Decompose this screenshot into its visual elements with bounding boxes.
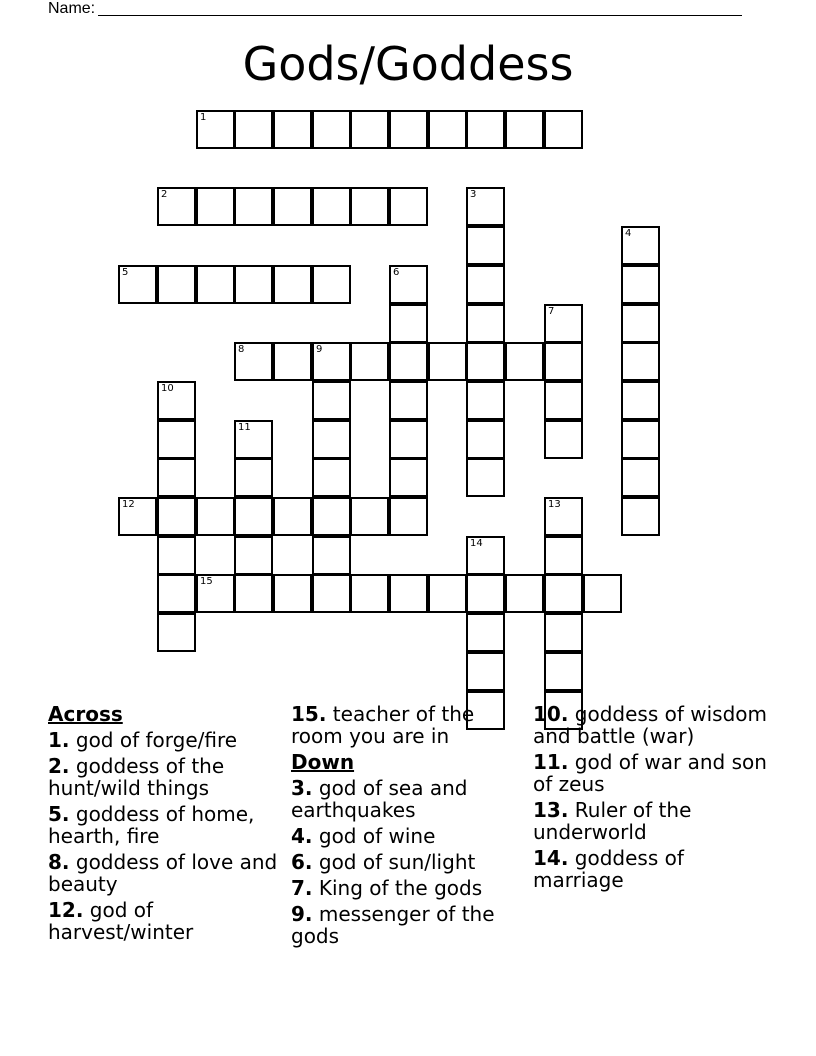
clue-number-label: 8 <box>238 344 245 355</box>
clue-text: god of sun/light <box>318 850 476 874</box>
grid-cell[interactable] <box>273 574 312 613</box>
grid-cell[interactable] <box>273 497 312 536</box>
grid-cell[interactable] <box>621 265 660 304</box>
clue-down-3 <box>291 777 517 821</box>
grid-cell[interactable] <box>312 420 351 459</box>
clues-column-1 <box>48 703 284 947</box>
clue-text: god of sea and earthquakes <box>291 776 468 822</box>
grid-cell[interactable] <box>621 458 660 497</box>
grid-cell[interactable] <box>466 110 505 149</box>
clue-number: 12. <box>48 898 84 922</box>
grid-cell[interactable] <box>505 342 544 381</box>
grid-cell[interactable] <box>234 458 273 497</box>
grid-cell[interactable] <box>544 110 583 149</box>
grid-cell[interactable] <box>118 497 157 536</box>
grid-cell[interactable] <box>157 458 196 497</box>
grid-cell[interactable] <box>389 381 428 420</box>
grid-cell[interactable] <box>389 304 428 343</box>
clue-number: 13. <box>533 798 569 822</box>
clue-number-label: 7 <box>548 306 555 317</box>
clue-number: 9. <box>291 902 313 926</box>
grid-cell[interactable] <box>234 574 273 613</box>
clues-column-2 <box>291 703 517 951</box>
clue-number: 4. <box>291 824 313 848</box>
grid-cell[interactable] <box>389 187 428 226</box>
grid-cell[interactable] <box>312 265 351 304</box>
clue-number: 8. <box>48 850 70 874</box>
grid-cell[interactable] <box>466 226 505 265</box>
clue-number-label: 6 <box>393 267 400 278</box>
clue-number-label: 4 <box>625 228 632 239</box>
grid-cell[interactable] <box>234 536 273 575</box>
grid-cell[interactable] <box>196 497 235 536</box>
grid-cell[interactable] <box>234 265 273 304</box>
clue-down-14 <box>533 847 773 891</box>
clue-across-8 <box>48 851 284 895</box>
grid-cell[interactable] <box>312 458 351 497</box>
clue-down-7 <box>291 877 517 899</box>
clue-text: god of war and son of zeus <box>533 750 767 796</box>
clue-number: 6. <box>291 850 313 874</box>
clue-text: King of the gods <box>318 876 483 900</box>
grid-cell[interactable] <box>157 574 196 613</box>
grid-cell[interactable] <box>234 420 273 459</box>
clue-number: 10. <box>533 702 569 726</box>
clue-number: 7. <box>291 876 313 900</box>
grid-cell[interactable] <box>621 226 660 265</box>
grid-cell[interactable] <box>312 187 351 226</box>
grid-cell[interactable] <box>157 536 196 575</box>
clue-number-label: 3 <box>470 189 477 200</box>
grid-cell[interactable] <box>621 497 660 536</box>
clue-text: goddess of marriage <box>533 846 684 892</box>
grid-cell[interactable] <box>389 458 428 497</box>
grid-cell[interactable] <box>466 187 505 226</box>
clue-across-2 <box>48 755 284 799</box>
clue-down-11 <box>533 751 773 795</box>
clue-text: goddess of home, hearth, fire <box>48 802 255 848</box>
grid-cell[interactable] <box>505 574 544 613</box>
grid-cell[interactable] <box>544 652 583 691</box>
clue-across-5 <box>48 803 284 847</box>
grid-cell[interactable] <box>544 304 583 343</box>
grid-cell[interactable] <box>196 574 235 613</box>
grid-cell[interactable] <box>544 381 583 420</box>
clue-number: 11. <box>533 750 569 774</box>
grid-cell[interactable] <box>273 265 312 304</box>
clue-across-12 <box>48 899 284 943</box>
grid-cell[interactable] <box>389 265 428 304</box>
clue-number: 3. <box>291 776 313 800</box>
grid-cell[interactable] <box>428 574 467 613</box>
grid-cell[interactable] <box>234 110 273 149</box>
grid-cell[interactable] <box>466 381 505 420</box>
grid-cell[interactable] <box>157 187 196 226</box>
grid-cell[interactable] <box>234 497 273 536</box>
clue-across-15 <box>291 703 517 747</box>
grid-cell[interactable] <box>466 342 505 381</box>
clue-number: 15. <box>291 702 327 726</box>
clue-text: goddess of wisdom and battle (war) <box>533 702 768 748</box>
clue-number-label: 12 <box>122 499 135 510</box>
grid-cell[interactable] <box>621 381 660 420</box>
clue-text: god of wine <box>318 824 436 848</box>
grid-cell[interactable] <box>196 187 235 226</box>
grid-cell[interactable] <box>544 536 583 575</box>
grid-cell[interactable] <box>118 265 157 304</box>
clue-number-label: 11 <box>238 422 251 433</box>
grid-cell[interactable] <box>196 265 235 304</box>
grid-cell[interactable] <box>389 420 428 459</box>
grid-cell[interactable] <box>350 342 389 381</box>
grid-cell[interactable] <box>466 304 505 343</box>
grid-cell[interactable] <box>389 574 428 613</box>
clue-text: goddess of love and beauty <box>48 850 278 896</box>
clue-text: goddess of the hunt/wild things <box>48 754 225 800</box>
down-heading: Down <box>291 750 355 774</box>
clue-down-4 <box>291 825 517 847</box>
clue-number-label: 10 <box>161 383 174 394</box>
clue-number-label: 1 <box>200 112 207 123</box>
grid-cell[interactable] <box>544 342 583 381</box>
grid-cell[interactable] <box>157 265 196 304</box>
clue-down-9 <box>291 903 517 947</box>
grid-cell[interactable] <box>544 613 583 652</box>
clue-text: god of forge/fire <box>75 728 238 752</box>
grid-cell[interactable] <box>466 652 505 691</box>
name-label: Name: <box>48 0 96 17</box>
grid-cell[interactable] <box>389 342 428 381</box>
clue-number: 14. <box>533 846 569 870</box>
grid-cell[interactable] <box>273 342 312 381</box>
clue-number: 1. <box>48 728 70 752</box>
clue-number: 5. <box>48 802 70 826</box>
clue-number-label: 9 <box>316 344 323 355</box>
grid-cell[interactable] <box>157 420 196 459</box>
grid-cell[interactable] <box>428 342 467 381</box>
grid-cell[interactable] <box>312 497 351 536</box>
grid-cell[interactable] <box>466 536 505 575</box>
clues-column-3 <box>533 703 773 895</box>
grid-cell[interactable] <box>621 420 660 459</box>
grid-cell[interactable] <box>312 536 351 575</box>
clue-text: Ruler of the underworld <box>533 798 692 844</box>
grid-cell[interactable] <box>312 342 351 381</box>
clue-down-6 <box>291 851 517 873</box>
clue-down-10 <box>533 703 773 747</box>
grid-cell[interactable] <box>544 574 583 613</box>
grid-cell[interactable] <box>466 420 505 459</box>
grid-cell[interactable] <box>157 381 196 420</box>
puzzle-title: Gods/Goddess <box>242 37 574 91</box>
clue-across-1 <box>48 729 284 751</box>
grid-cell[interactable] <box>544 497 583 536</box>
grid-cell[interactable] <box>350 574 389 613</box>
grid-cell[interactable] <box>312 381 351 420</box>
grid-cell[interactable] <box>621 342 660 381</box>
clue-text: god of harvest/winter <box>48 898 194 944</box>
clue-number-label: 15 <box>200 576 213 587</box>
grid-cell[interactable] <box>234 342 273 381</box>
grid-cell[interactable] <box>544 420 583 459</box>
grid-cell[interactable] <box>466 574 505 613</box>
clue-text: teacher of the room you are in <box>291 702 475 748</box>
grid-cell[interactable] <box>389 110 428 149</box>
grid-cell[interactable] <box>583 574 622 613</box>
grid-cell[interactable] <box>273 187 312 226</box>
clue-number: 2. <box>48 754 70 778</box>
clue-number-label: 2 <box>161 189 168 200</box>
grid-cell[interactable] <box>350 110 389 149</box>
grid-cell[interactable] <box>196 110 235 149</box>
across-heading: Across <box>48 702 123 726</box>
grid-cell[interactable] <box>234 187 273 226</box>
clue-number-label: 14 <box>470 538 483 549</box>
grid-cell[interactable] <box>350 497 389 536</box>
grid-cell[interactable] <box>312 110 351 149</box>
grid-cell[interactable] <box>273 110 312 149</box>
grid-cell[interactable] <box>389 497 428 536</box>
grid-cell[interactable] <box>466 613 505 652</box>
grid-cell[interactable] <box>157 613 196 652</box>
clue-number-label: 5 <box>122 267 129 278</box>
grid-cell[interactable] <box>621 304 660 343</box>
grid-cell[interactable] <box>466 458 505 497</box>
grid-cell[interactable] <box>428 110 467 149</box>
grid-cell[interactable] <box>466 265 505 304</box>
grid-cell[interactable] <box>350 187 389 226</box>
grid-cell[interactable] <box>312 574 351 613</box>
grid-cell[interactable] <box>157 497 196 536</box>
clue-number-label: 13 <box>548 499 561 510</box>
clue-text: messenger of the gods <box>291 902 495 948</box>
grid-cell[interactable] <box>505 110 544 149</box>
clue-down-13 <box>533 799 773 843</box>
